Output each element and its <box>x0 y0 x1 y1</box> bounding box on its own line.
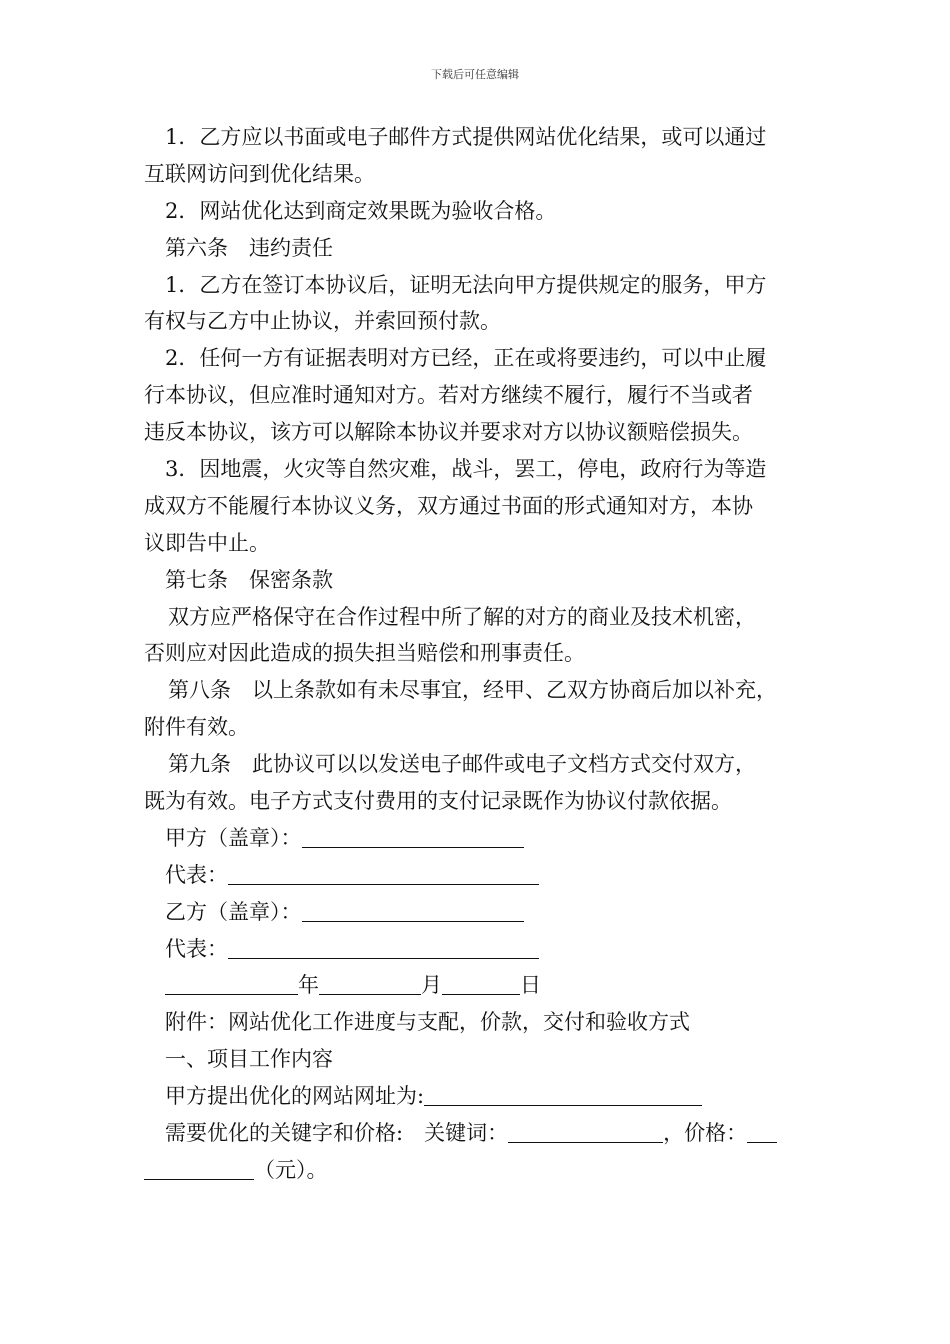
month-label: 月 <box>421 973 442 998</box>
article-number: 第七条 <box>165 567 228 592</box>
representative-label: 代表： <box>165 936 228 961</box>
paragraph-line: 双方应严格保守在合作过程中所了解的对方的商业及技术机密， <box>168 604 756 629</box>
keyword-label: 关键词： <box>424 1121 509 1146</box>
article-text: 以上条款如有未尽事宜，经甲、乙双方协商后加以补充， <box>252 678 777 703</box>
article-title: 违约责任 <box>249 235 333 260</box>
signature-blank <box>302 901 524 922</box>
paragraph-line: 互联网访问到优化结果。 <box>144 161 375 186</box>
article-9-line <box>144 746 844 783</box>
article-heading-6 <box>144 230 844 267</box>
article-number: 第八条 <box>168 678 231 703</box>
day-blank <box>442 974 520 995</box>
representative-label: 代表： <box>165 862 228 887</box>
party-b-rep-line <box>144 931 844 968</box>
signature-blank <box>302 827 524 848</box>
keyword-blank <box>508 1122 663 1143</box>
date-line <box>144 967 844 1004</box>
paragraph-line: 2．网站优化达到商定效果既为验收合格。 <box>165 198 557 223</box>
price-blank-continued <box>144 1159 254 1180</box>
price-label: ，价格： <box>663 1121 748 1146</box>
article-text: 此协议可以以发送电子邮件或电子文档方式交付双方， <box>252 752 756 777</box>
paragraph-line: 2．任何一方有证据表明对方已经，正在或将要违约，可以中止履 <box>165 346 767 371</box>
year-label: 年 <box>298 973 319 998</box>
article-number: 第九条 <box>168 752 231 777</box>
paragraph-line: 附件有效。 <box>144 715 249 740</box>
price-unit-line <box>144 1152 844 1189</box>
article-title: 保密条款 <box>249 567 333 592</box>
day-label: 日 <box>520 973 541 998</box>
paragraph-line: 违反本协议，该方可以解除本协议并要求对方以协议额赔偿损失。 <box>144 420 753 445</box>
section-heading: 一、项目工作内容 <box>165 1047 333 1072</box>
paragraph-line: 议即告中止。 <box>144 530 270 555</box>
article-number: 第六条 <box>165 235 228 260</box>
website-url-line <box>144 1078 844 1115</box>
party-b-seal-line <box>144 894 844 931</box>
article-heading-7 <box>144 562 844 599</box>
page-header: 下载后可任意编辑 <box>431 68 519 81</box>
party-a-label: 甲方（盖章）： <box>165 825 302 850</box>
article-8-line <box>144 672 844 709</box>
paragraph-line: 既为有效。电子方式支付费用的支付记录既作为协议付款依据。 <box>144 789 732 814</box>
paragraph-line: 1．乙方在签订本协议后，证明无法向甲方提供规定的服务，甲方 <box>165 272 767 297</box>
url-blank <box>424 1085 702 1106</box>
document-body <box>144 119 844 1189</box>
keyword-price-line <box>144 1115 844 1152</box>
keyword-price-label: 需要优化的关键字和价格: <box>165 1121 404 1146</box>
month-blank <box>319 974 421 995</box>
signature-blank <box>228 864 539 885</box>
paragraph-line: 成双方不能履行本协议义务，双方通过书面的形式通知对方，本协 <box>144 493 753 518</box>
paragraph-line: 有权与乙方中止协议，并索回预付款。 <box>144 309 501 334</box>
website-url-label: 甲方提出优化的网站网址为: <box>165 1084 425 1109</box>
paragraph-line: 否则应对因此造成的损失担当赔偿和刑事责任。 <box>144 641 585 666</box>
paragraph-line: 3．因地震，火灾等自然灾难，战斗，罢工，停电，政府行为等造 <box>165 457 767 482</box>
price-blank <box>747 1122 777 1143</box>
price-unit: （元）。 <box>254 1157 328 1182</box>
party-a-rep-line <box>144 857 844 894</box>
paragraph-line: 1．乙方应以书面或电子邮件方式提供网站优化结果，或可以通过 <box>165 125 767 149</box>
party-b-label: 乙方（盖章）： <box>165 899 302 924</box>
year-blank <box>165 974 298 995</box>
party-a-seal-line <box>144 820 844 857</box>
paragraph-line: 行本协议，但应准时通知对方。若对方继续不履行，履行不当或者 <box>144 383 753 408</box>
signature-blank <box>228 938 539 959</box>
paragraph-line: 附件：网站优化工作进度与支配，价款，交付和验收方式 <box>165 1010 690 1035</box>
